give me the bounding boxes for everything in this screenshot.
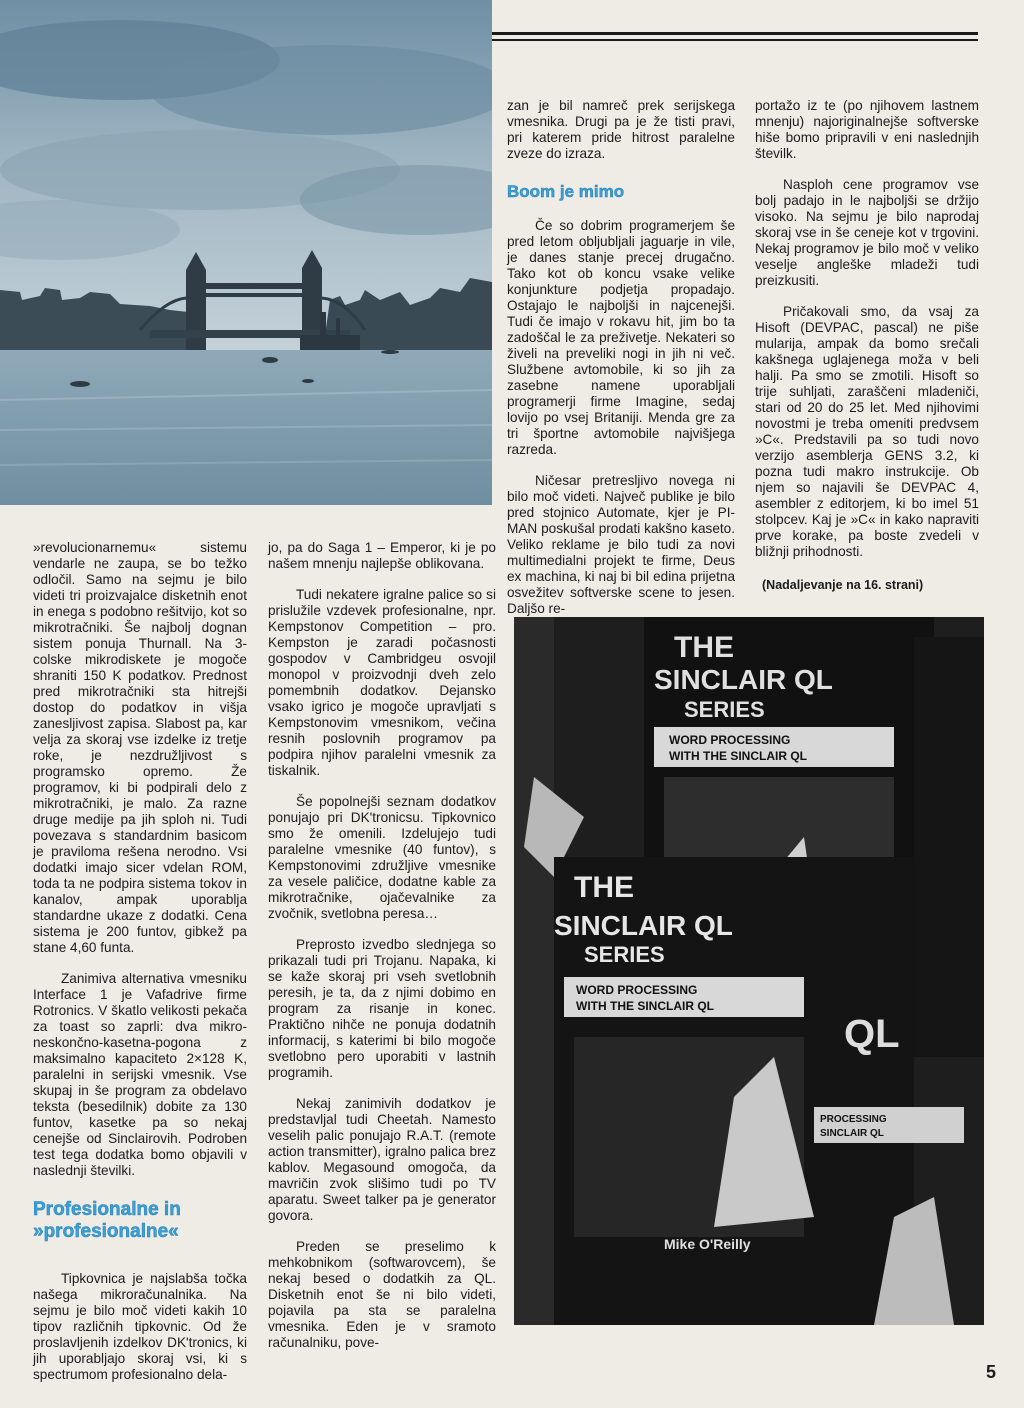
book-series-top: THE: [674, 631, 734, 664]
tower-bridge-photo: [0, 0, 492, 505]
col4-paragraph-1: portažo iz te (po njihovem lastnem mnenju) najoriginalnejše softverske hiše bomo pripravili v eni naslednjih številk.: [755, 98, 979, 161]
col2-paragraph-5: Nekaj zanimivih dodatkov je predstavljal tudi Cheetah. Namesto veselih palic ponujajo R.A.T. (remote action transmitter), igralno palica brez kablov. Megasound omogoča, da mavričin zvok slišimo tudi po TV aparatu. Sweet talker pa je generator govora.: [268, 1096, 496, 1223]
sinclair-ql-books-photo: [514, 617, 984, 1325]
page-number: 5: [986, 1362, 997, 1382]
svg-text:WORD PROCESSING: WORD PROCESSING: [576, 983, 698, 997]
section-heading-profesionalne: [33, 1199, 247, 1243]
col2-paragraph-1: jo, pa do Saga 1 – Emperor, ki je po našem mnenju najlepše oblikovana.: [268, 540, 496, 571]
svg-text:SINCLAIR QL: SINCLAIR QL: [820, 1128, 884, 1139]
svg-text:WITH THE SINCLAIR QL: WITH THE SINCLAIR QL: [576, 999, 714, 1013]
col4-paragraph-2: Nasploh cene programov vse bolj padajo in le najboljši se držijo visoko. Na sejmu je bilo naprodaj skoraj vse in še ceneje kot v trgovini. Nekaj programov je bilo moč v veliko veselje angleške mladeži tudi preizkusiti.: [755, 177, 979, 288]
heading-line-2: »profesionalne«: [33, 1221, 179, 1242]
svg-text:QL: QL: [844, 1012, 900, 1056]
svg-text:THE: THE: [574, 871, 634, 904]
col4-paragraph-3: Pričakovali smo, da vsaj za Hisoft (DEVPAC, pascal) ne piše mularija, ampak da bomo srečali kakšnega uglajenega moža v beli halji. Pa smo se zmotili. Hisoft so trije suhljati, zaraščeni mladeniči, stari od 20 do 25 let. Med njihovimi novostmi je treba omeniti predvsem »C«. Predstavili pa so tudi novo verzijo asemblerja GENS 3.2, ki pozna tudi makro instrukcije. Ob njem so najavili še DEVPAC 4, asembler z editorjem, ki bo imel 51 stolpcev. Kaj je »C« in kako napraviti prve korake, pa boste zvedeli v bližnji prihodnosti.: [755, 304, 979, 559]
svg-text:SERIES: SERIES: [684, 697, 765, 722]
top-rule-thick: [484, 32, 978, 35]
col3-paragraph-2: Če so dobrim programerjem še pred letom obljubljali jaguarje in vile, je danes stanje precej drugačno. Tako kot ob koncu vsake velike konjunkture podjetja propadajo. Ostajajo le najboljši in najcenejši. Tudi če imajo v rokavu hit, jim bo ta zadoščal le za preživetje. Nekateri so živeli na prevelikі nogi in jih ni več. Službene avtomobile, ki so jih za zasebne namene uporabljali programerji firme Imagine, sedaj lovijo po vsej Britaniji. Menda gre za tri športne avtomobile najvišjega razreda.: [507, 218, 735, 457]
svg-text:SERIES: SERIES: [584, 942, 665, 967]
col1-paragraph-2: Zanimiva alternativa vmesniku Interface 1 je Vafadrive firme Rotronics. V škatlo velikosti pekača za toast so zaprli: dva mikro-neskončno-kasetna-pogona z maksimalno kapaciteto 2×128 K, paralelni in serijski vmesnik. Vse skupaj in še program za obdelavo teksta (besedilnik) dobite za 130 funtov, kasetke pa so nekaj cenejše od Sinclairovih. Podroben test tega dodatka bomo objavili v naslednji številki.: [33, 971, 247, 1178]
col1-paragraph-1: »revolucionarnemu« sistemu vendarle ne zaupa, se bo težko odločil. Samo na sejmu je bilo videti tri proizvajalce disketnih enot in enega s podobno rešitvijo, kot so mikrotračniki. Še najbolj dognan sistem ponuja Thurnall. Na 3-colske mikrodiskete je mogoče shraniti 150 K podatkov. Prednost pred mikrotračniki sta hitrejši dostop do podatkov in višja zanesljivost zapisa. Slabost pa, kar velja za skoraj vse izdelke iz tretje roke, je nezdružljivost s programsko opremo. Že programov, ki bi podpirali delo z mikrotračniki, je malo. Za razne druge medije pa jih sploh ni. Tudi povezava s standardnim basicom je praviloma rešena nerodno. Vsi dodatki imajo sicer vdelan ROM, toda ta ne podpira sistema tokov in kanalov, ampak uporablja standardne ukaze z dodatki. Cena sistema je 200 funtov, gibkež pa stane 4,60 funta.: [33, 540, 247, 955]
svg-text:WORD PROCESSING: WORD PROCESSING: [669, 733, 791, 747]
column-4: [755, 98, 979, 575]
col3-paragraph-1: zan je bil namreč prek serijskega vmesnika. Drugi pa je že tisti pravi, pri katerem pride hitrost paralelne zveze do izraza.: [507, 98, 735, 161]
col2-paragraph-6: Preden se preselimo k mehkobnikom (softwarovcem), še nekaj besed o dodatkih za QL. Disketnih enot še ni bilo videti, pojavila pa sta se paralelna vmesnika. Eden je v sramoto računalniku, pove-: [268, 1239, 496, 1350]
column-2: [268, 540, 496, 1366]
svg-text:WITH THE SINCLAIR QL: WITH THE SINCLAIR QL: [669, 749, 807, 763]
top-rule-thin: [484, 39, 978, 41]
section-heading-boom: Boom je mimo: [507, 182, 625, 201]
col2-paragraph-3: Še popolnejši seznam dodatkov ponujajo pri DK'tronicsu. Tipkovnico smo že omenili. Izdelujejo tudi paralelne vmesnike (40 funtov), s Kempstonovimi združljive vmesnike za vesele paličice, dodatne kable za mikrotračnike, ojačevalnike za zvočnik, svetlobna peresa…: [268, 794, 496, 921]
col2-paragraph-4: Preprosto izvedbo slednjega so prikazali tudi pri Trojanu. Napaka, ki se kaže skoraj pri vseh svetlobnih peresih, je ta, da z njimi dobimo en program za risanje in konec. Praktično nihče ne ponuja dodatnih informacij, s katerimi bi bilo mogoče svetlobno pero uporabiti v lastnih programih.: [268, 937, 496, 1080]
col3-paragraph-3: Ničesar pretresljivo novega ni bilo moč videti. Največ publike je bilo pred stojnico Automate, kjer je PI-MAN poskušal prodati kakšno kaseto. Veliko reklame je bilo tudi za novi multimedialni projekt te firme, Deus ex machina, ki naj bi bil edina prijetna osvežitev softverske scene to jesen. Daljšo re-: [507, 473, 735, 616]
svg-text:SINCLAIR QL: SINCLAIR QL: [654, 664, 833, 695]
column-3: [507, 98, 735, 632]
svg-text:SINCLAIR QL: SINCLAIR QL: [554, 910, 733, 941]
book-author: Mike O'Reilly: [664, 1236, 751, 1252]
svg-text:PROCESSING: PROCESSING: [820, 1114, 887, 1125]
col1-paragraph-3: Tipkovnica je najslabša točka našega mikroračunalnika. Na sejmu je bilo moč videti kakih 10 tipov različnih tipkovnic. Od že proslavljenih izdelkov DK'tronics, ki jih uporabljajo skoraj vsi, ki s spectrumom profesionalno dela-: [33, 1271, 247, 1382]
continued-note: (Nadaljevanje na 16. strani): [762, 578, 924, 592]
heading-line-1: Profesionalne in: [33, 1199, 181, 1220]
col2-paragraph-2: Tudi nekatere igralne palice so si prislužile vzdevek profesionalne, npr. Kempstonov Competition – pro. Kempston je zaradi počasnosti gospodov v Cambridgeu osvojil monopol v proizvodnji dveh zelo pomembnih dodatkov. Dejansko vsako igrico je mogoče upravljati s Kempstonovim vmesnikom, večina resnih poslovnih programov pa podpira njihov paralelni vmesnik za tiskalnik.: [268, 587, 496, 778]
column-1: [33, 540, 247, 1398]
